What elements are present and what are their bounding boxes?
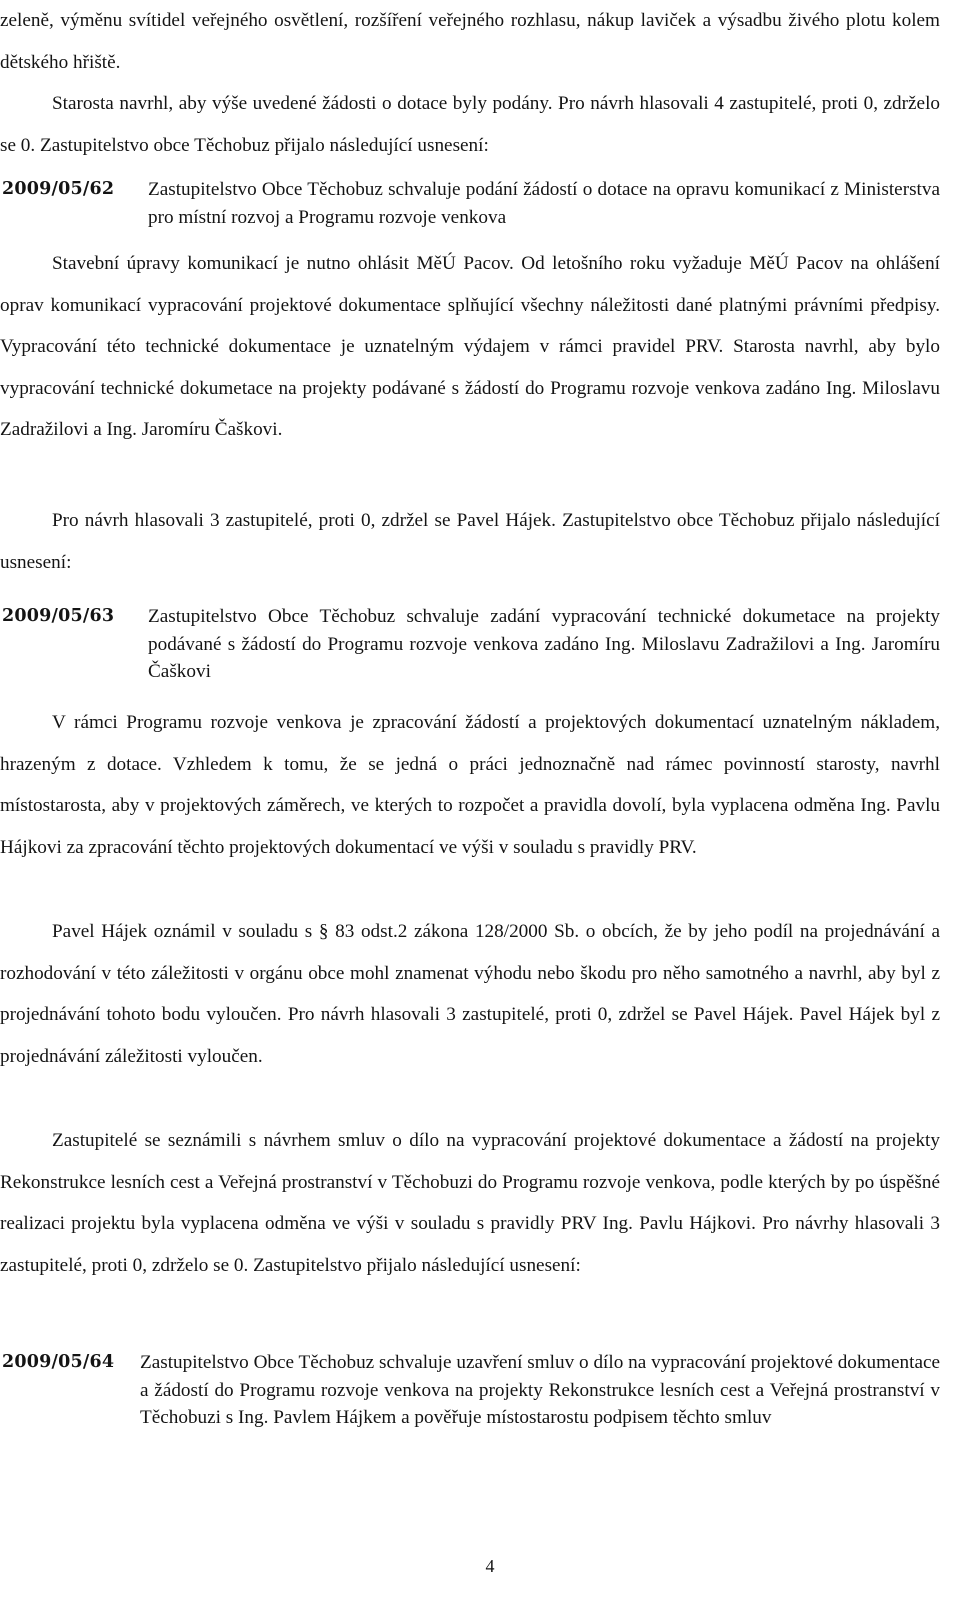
resolution-text: Zastupitelstvo Obce Těchobuz schvaluje podání žádostí o dotace na opravu komunikací z Ministerstva pro místní rozvoj a Programu rozvoje venkova xyxy=(148,179,940,228)
paragraph-hajek-conflict: Pavel Hájek oznámil v souladu s § 83 odst.2 zákona 128/2000 Sb. o obcích, že by jeho podíl na projednávání a rozhodování v této záležitosti v orgánu obce mohl znamenat výhodu nebo škodu pro něho samotného a navrhl, aby byl z projednávání tohoto bodu vyloučen. Pro návrh hlasovali 3 zastupitelé, proti 0, zdržel se Pavel Hájek. Pavel Hájek byl z projednávání záležitosti vyloučen. xyxy=(0,921,940,1067)
resolution-62 xyxy=(2,176,940,231)
resolution-64 xyxy=(2,1349,940,1432)
resolution-number: 2009/05/63 xyxy=(2,606,115,626)
paragraph-intro-tail: zeleně, výměnu svítidel veřejného osvětlení, rozšíření veřejného rozhlasu, nákup laviček a výsadbu živého plotu kolem dětského hřiště. xyxy=(0,10,940,73)
resolution-text: Zastupitelstvo Obce Těchobuz schvaluje uzavření smluv o dílo na vypracování projektové dokumentace a žádostí do Programu rozvoje venkova na projekty Rekonstrukce lesních cest a Veřejná prostranství v Těchobuzi s Ing. Pavlem Hájkem a pověřuje místostarostu podpisem těchto smluv xyxy=(140,1352,940,1428)
paragraph-vote-documentation: Pro návrh hlasovali 3 zastupitelé, proti 0, zdržel se Pavel Hájek. Zastupitelstvo obce Těchobuz přijalo následující usnesení: xyxy=(0,510,940,573)
paragraph-contracts: Zastupitelé se seznámili s návrhem smluv o dílo na vypracování projektové dokumentace a žádostí na projekty Rekonstrukce lesních cest a Veřejná prostranství v Těchobuzi do Programu rozvoje venkova, podle kterých by po úspěšné realizaci projektu byla vyplacena odměna ve výši v souladu s pravidly PRV Ing. Pavlu Hájkovi. Pro návrhy hlasovali 3 zastupitelé, proti 0, zdrželo se 0. Zastupitelstvo přijalo následující usnesení: xyxy=(0,1130,940,1276)
paragraph-building-permit: Stavební úpravy komunikací je nutno ohlásit MěÚ Pacov. Od letošního roku vyžaduje MěÚ Pacov na ohlášení oprav komunikací vypracování projektové dokumentace splňující všechny náležitosti dané platnými právními předpisy. Vypracování této technické dokumentace je uznatelným výdajem v rámci pravidel PRV. Starosta navrhl, aby bylo vypracování technické dokumetace na projekty podávané s žádostí do Programu rozvoje venkova zadáno Ing. Miloslavu Zadražilovi a Ing. Jaromíru Čaškovi. xyxy=(0,253,940,440)
resolution-number: 2009/05/62 xyxy=(2,179,115,199)
page-number: 4 xyxy=(485,1556,495,1576)
paragraph-program-rozvoje: V rámci Programu rozvoje venkova je zpracování žádostí a projektových dokumentací uznatelným nákladem, hrazeným z dotace. Vzhledem k tomu, že se jedná o práci jednoznačně nad rámec povinností starosty, navrhl místostarosta, aby v projektových záměrech, ve kterých to rozpočet a pravidla dovolí, byla vyplacena odměna Ing. Pavlu Hájkovi za zpracování těchto projektových dokumentací ve výši v souladu s pravidly PRV. xyxy=(0,712,940,858)
resolution-number: 2009/05/64 xyxy=(2,1352,115,1372)
resolution-63 xyxy=(2,603,940,686)
resolution-text: Zastupitelstvo Obce Těchobuz schvaluje zadání vypracování technické dokumetace na projekty podávané s žádostí do Programu rozvoje venkova zadáno Ing. Miloslavu Zadražilovi a Ing. Jaromíru Čaškovi xyxy=(148,606,940,682)
paragraph-vote-dotace: Starosta navrhl, aby výše uvedené žádosti o dotace byly podány. Pro návrh hlasovali 4 zastupitelé, proti 0, zdrželo se 0. Zastupitelstvo obce Těchobuz přijalo následující usnesení: xyxy=(0,93,940,156)
